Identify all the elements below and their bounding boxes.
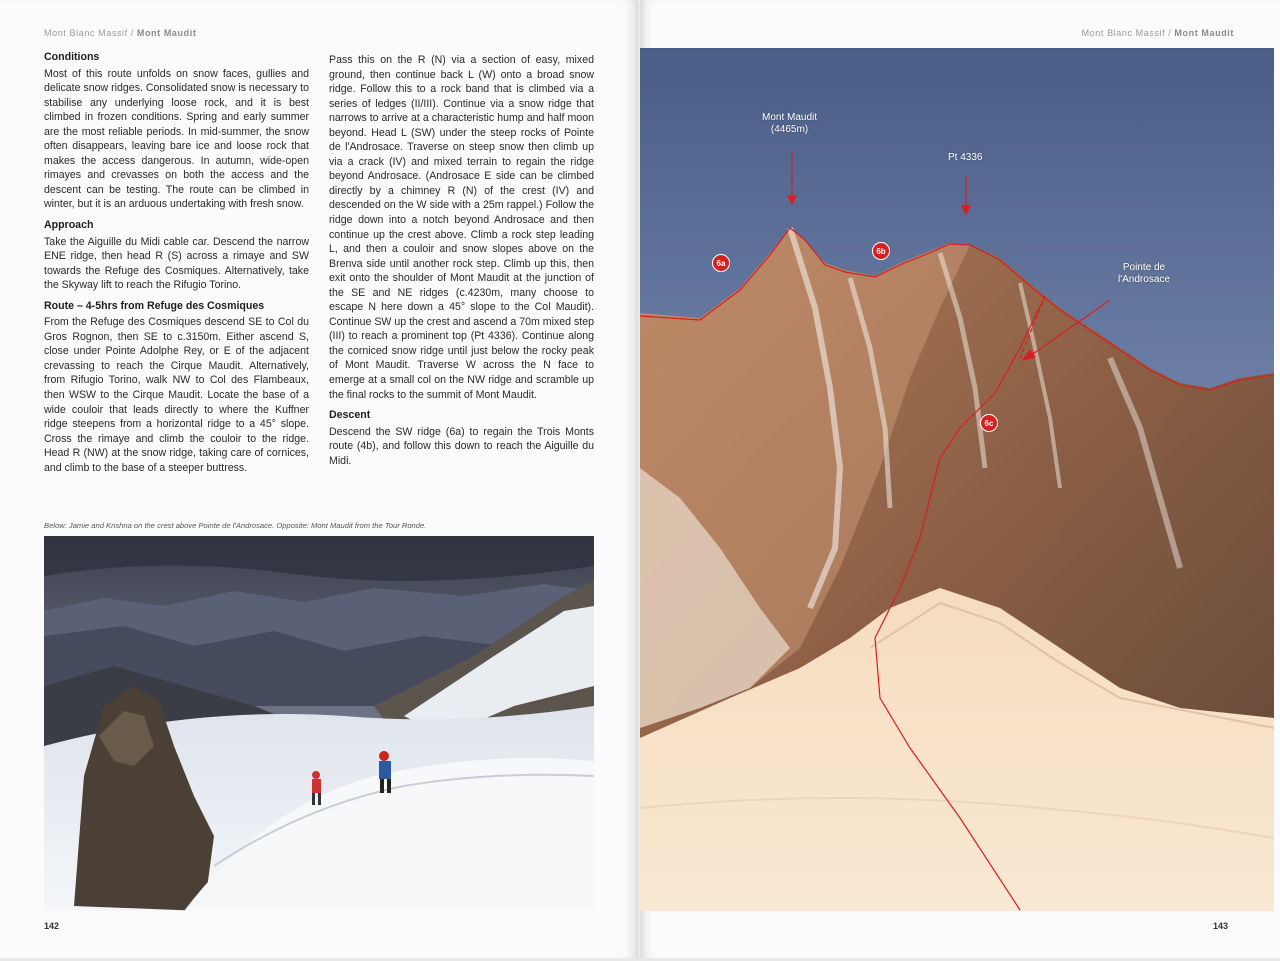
mont-maudit-name: Mont Maudit	[762, 112, 818, 123]
photo-caption: Below: Jamie and Krishna on the crest above Pointe de l'Androsace. Opposite: Mont Maudit from the Tour Ronde.	[44, 521, 427, 530]
text-column-1	[44, 50, 309, 481]
running-head-right	[1082, 28, 1234, 38]
running-head-book: Mont Blanc Massif	[1081, 28, 1166, 38]
running-head-separator: /	[130, 28, 134, 38]
text-column-2	[329, 53, 594, 474]
mont-maudit-label	[762, 112, 817, 136]
route-text-part2: Pass this on the R (N) via a section of easy, mixed ground, then continue back L (W) onto a broad snow ridge. Follow this to a rock band that is climbed via a series of ledges (II/III). Continue via a snow ridge that narrows to arrive at a characteristic hump and half moon beyond. Head L (SW) under the steep rocks of Pointe de l'Androsace. Traverse on steep snow then climb up via a crack (IV) and mixed terrain to regain the ridge beyond Androsace. (Androsace E side can be climbed directly by a chimney R (N) of the crest (IV) and descended on the W side with a 25m rappel.) Follow the ridge down into a notch beyond Androsace and then continue up the crest above. Climb a rock step leading L, and then a couloir and snow slopes above on the Brenva side until another rock step. Climb up this, then exit onto the shoulder of Mont Maudit at the junction of the SE and NE ridges (c.4230m, many choose to escape N here down a 45° slope to the Col Maudit). Continue SW up the crest and ascend a 70m mixed step (III) to reach a prominent top (Pt 4336). Continue along the corniced snow ridge until just below the rocky peak of Mont Maudit. Traverse W across the N face to emerge at a small col on the NW ridge and scramble up the final rocks to the summit of Mont Maudit.	[329, 54, 594, 401]
conditions-heading: Conditions	[44, 51, 100, 63]
route-marker-6a: 6a	[712, 254, 730, 272]
running-head-chapter: Mont Maudit	[1174, 28, 1234, 38]
androsace-label-line1: Pointe de	[1122, 262, 1166, 273]
climbers-photo	[44, 536, 594, 911]
descent-text: Descend the SW ridge (6a) to regain the Trois Monts route (4b), and follow this down to reach the Aiguille du Midi.	[329, 425, 594, 467]
route-marker-6b: 6b	[872, 242, 890, 260]
running-head-book: Mont Blanc Massif	[44, 28, 128, 38]
left-page	[0, 0, 638, 958]
running-head-chapter: Mont Maudit	[136, 28, 197, 38]
descent-heading: Descent	[329, 409, 371, 422]
route-heading: Route – 4-5hrs from Refuge des Cosmiques	[44, 299, 265, 312]
running-head-separator: /	[1168, 28, 1172, 38]
mont-maudit-height: (4465m)	[770, 124, 809, 135]
pt-4336-label: Pt 4336	[948, 152, 983, 163]
conditions-text: Most of this route unfolds on snow faces, gullies and delicate snow ridges. Consolidated snow is necessary to stabilise any underlying loose rock, and it is best climbed in frozen conditions. Spring and early summer are the most reliable periods. In mid-summer, the snow often disappears, leaving bare ice and loose rock that makes the access dangerous. In autumn, wide-open rimayes and crevasses on both the access and the descent can be testing. The route can be climbed in winter, but it is an arduous undertaking with fresh snow.	[44, 67, 309, 211]
approach-heading: Approach	[44, 219, 94, 232]
route-marker-6c: 6c	[980, 414, 998, 432]
running-head-left	[44, 28, 196, 38]
androsace-label	[1118, 262, 1170, 286]
route-text-part1: From the Refuge des Cosmiques descend SE to Col du Gros Rognon, then SE to c.3150m. Either ascend S, close under Pointe Adolphe Rey, or E of the adjacent crevassing to reach the Cirque Maudit. Alternatively, from Rifugio Torino, walk NW to Col des Flambeaux, then WSW to the Cirque Maudit. Locate the base of a wide couloir that leads directly to where the Kuffner ridge steepens from a horizontal ridge to a 45° slope. Cross the rimaye and climb the couloir to the ridge. Head R (NW) at the snow ridge, taking care of cornices, and climb to the base of a steeper buttress.	[44, 316, 309, 474]
right-page	[640, 0, 1280, 958]
androsace-label-line2: l'Androsace	[1118, 274, 1170, 285]
page-number-right: 143	[1212, 921, 1228, 931]
page-number-left: 142	[44, 921, 60, 931]
approach-text: Take the Aiguille du Midi cable car. Descend the narrow ENE ridge, then head R (S) across a rimaye and SW towards the Refuge des Cosmiques. Alternatively, take the Skyway lift to reach the Rifugio Torino.	[44, 235, 309, 292]
topo-photo	[640, 48, 1274, 911]
